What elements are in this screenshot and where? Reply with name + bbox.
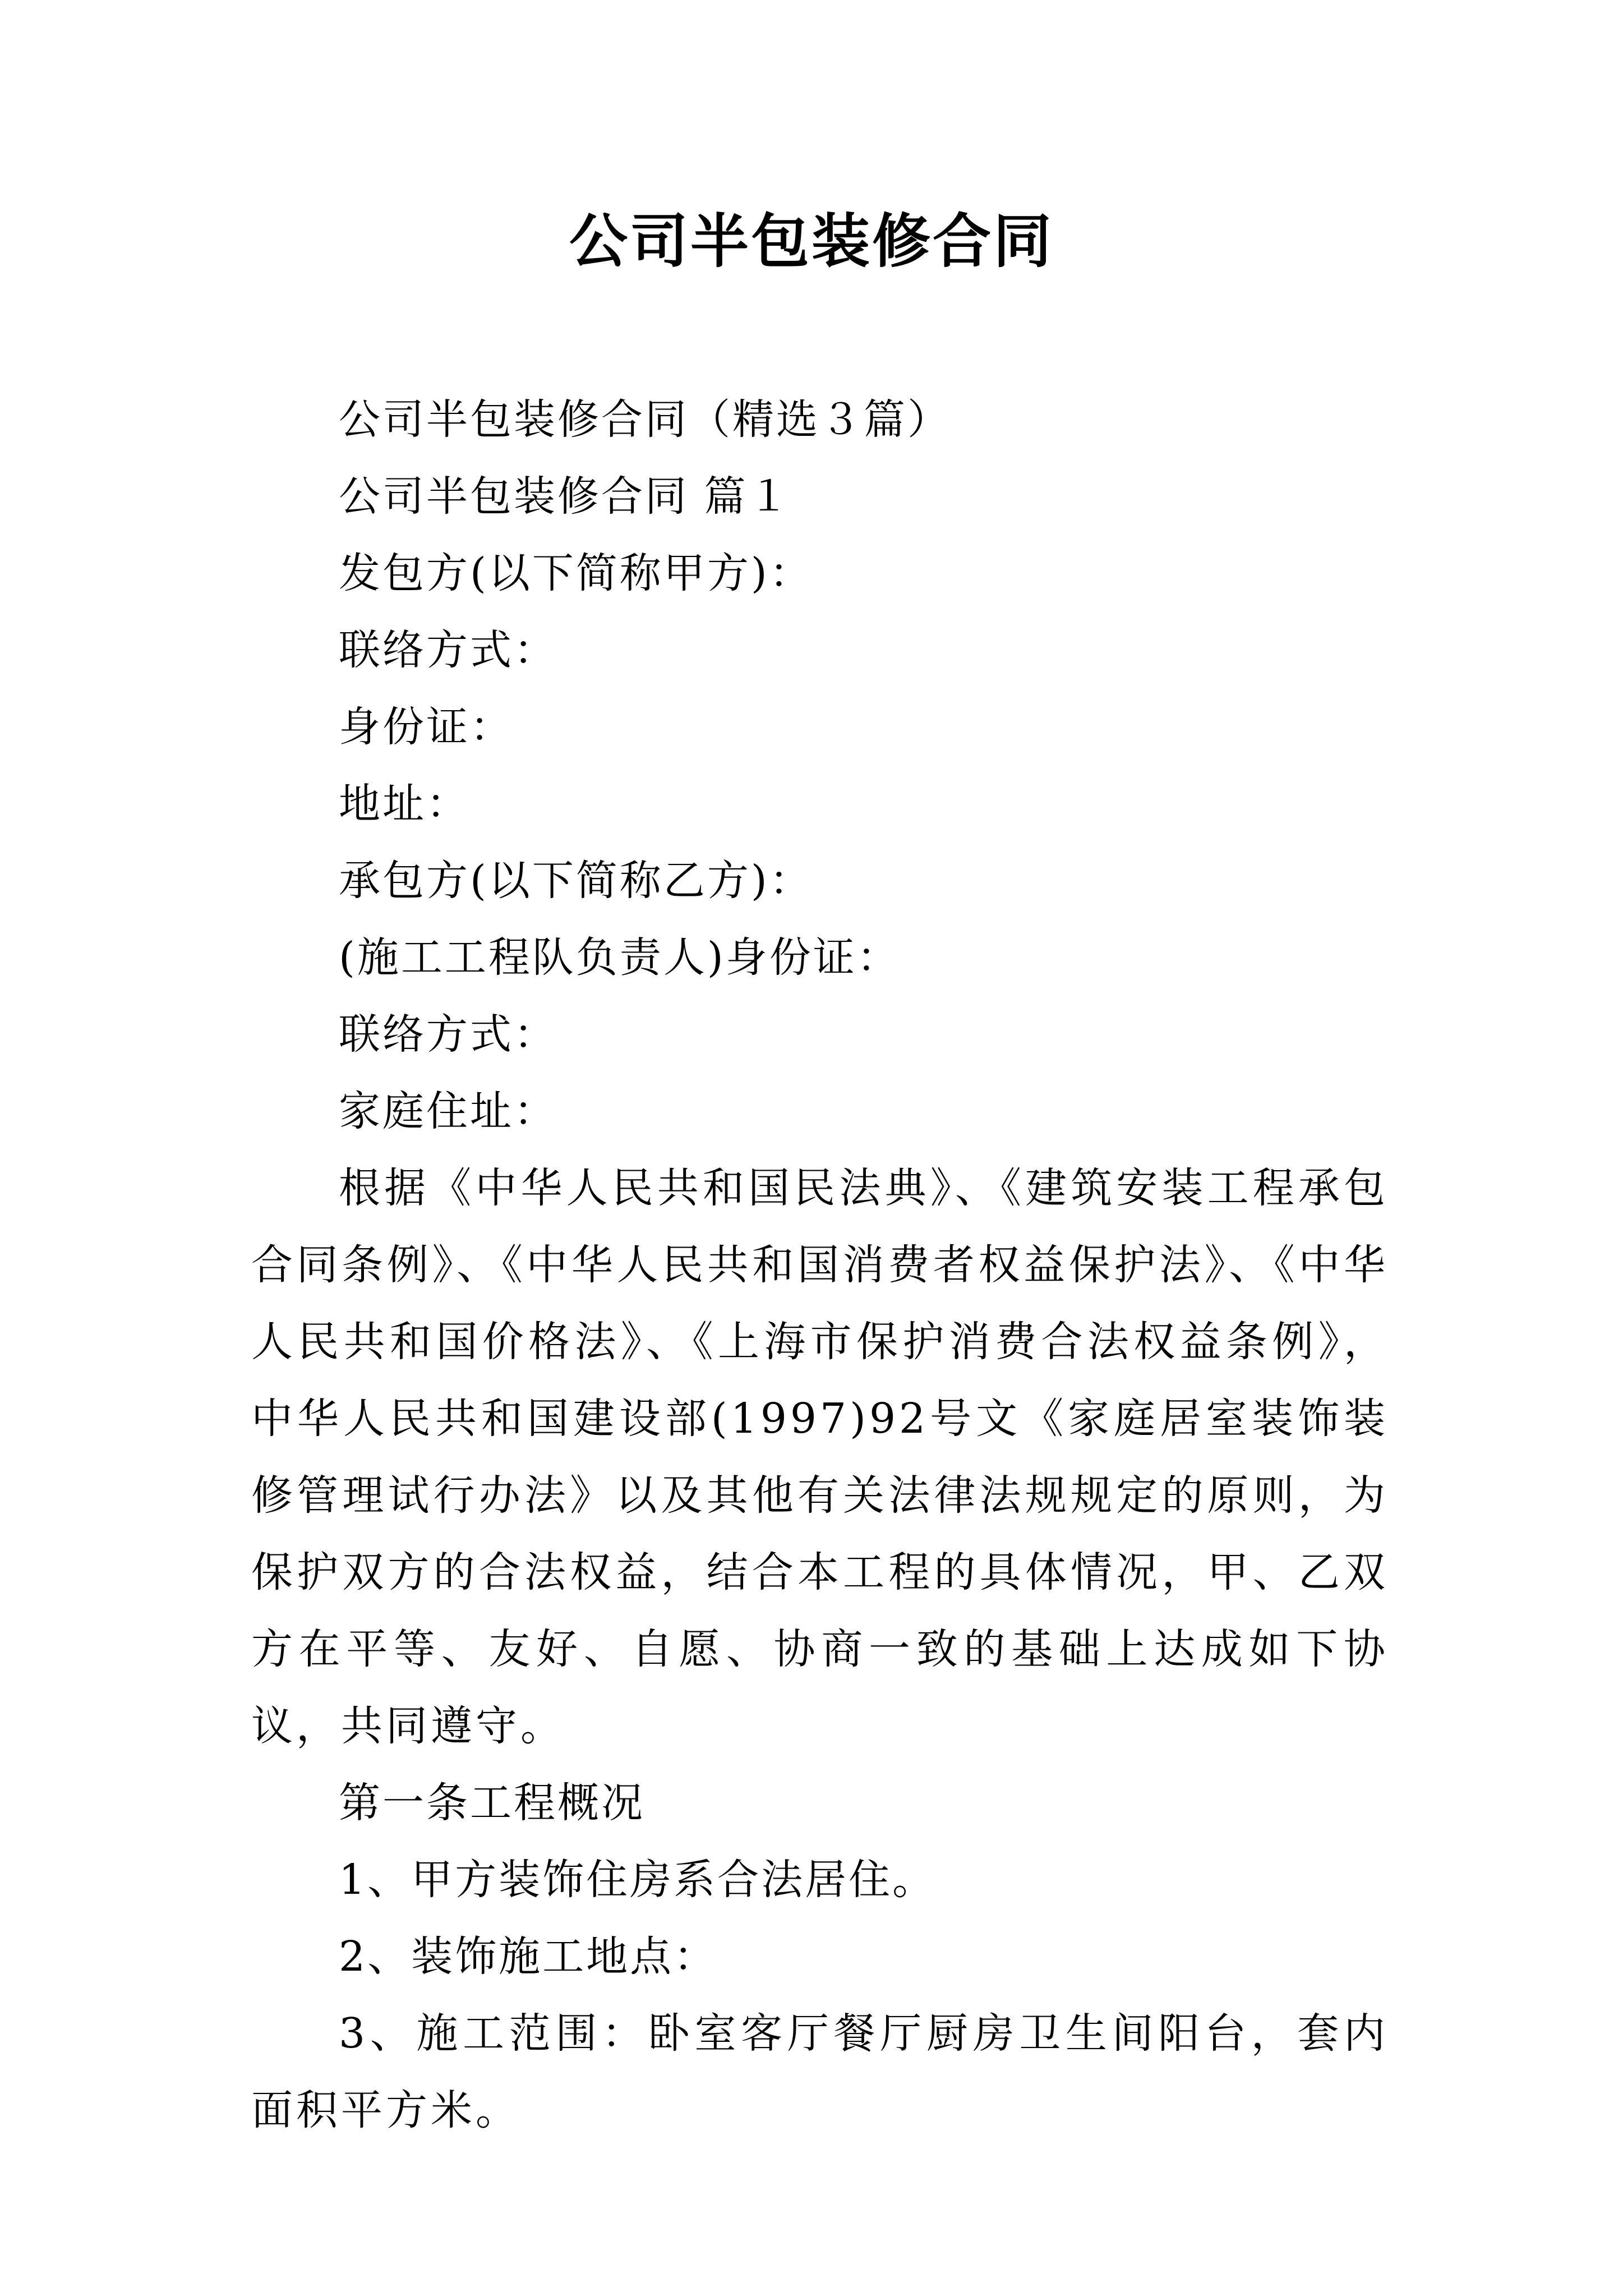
party-b-label: 承包方(以下简称乙方)： xyxy=(339,857,813,905)
document-subtitle: 公司半包装修合同（精选３篇） xyxy=(339,395,951,444)
party-a-label: 发包方(以下简称甲方)： xyxy=(339,549,813,597)
article-1-heading: 第一条工程概况 xyxy=(339,1779,645,1827)
preamble-paragraph: 根据《中华人民共和国民法典》、《建筑安装工程承包合同条例》、《中华人民共和国消费者权益保护法》、《中华人民共和国价格法》、《上海市保护消费合法权益条例》，中华人民共和国建设部(1997)92号文《家庭居室装饰装修管理试行办法》以及其他有关法律法规规定的原则，为保护双方的合法权益，结合本工程的具体情况，甲、乙双方在平等、友好、自愿、协商一致的基础上达成如下协议，共同遵守。 xyxy=(251,1164,1389,1750)
party-a-contact-label: 联络方式： xyxy=(339,626,557,674)
article-1-item-3: 3、施工范围：卧室客厅餐厅厨房卫生间阳台，套内面积平方米。 xyxy=(251,2009,1389,2134)
party-a-id-label: 身份证： xyxy=(339,703,514,751)
document-body xyxy=(251,381,1389,2149)
article-1-item-2: 2、装饰施工地点： xyxy=(339,1932,718,1981)
party-b-contact-label: 联络方式： xyxy=(339,1010,557,1059)
article-1-item-1: 1、甲方装饰住房系合法居住。 xyxy=(339,1856,937,1904)
party-a-address-label: 地址： xyxy=(339,780,470,828)
party-b-address-label: 家庭住址： xyxy=(339,1087,557,1135)
document-title: 公司半包装修合同 xyxy=(569,206,1054,275)
party-b-id-label: (施工工程队负责人)身份证： xyxy=(339,933,901,982)
section-heading: 公司半包装修合同 篇１ xyxy=(339,472,792,521)
